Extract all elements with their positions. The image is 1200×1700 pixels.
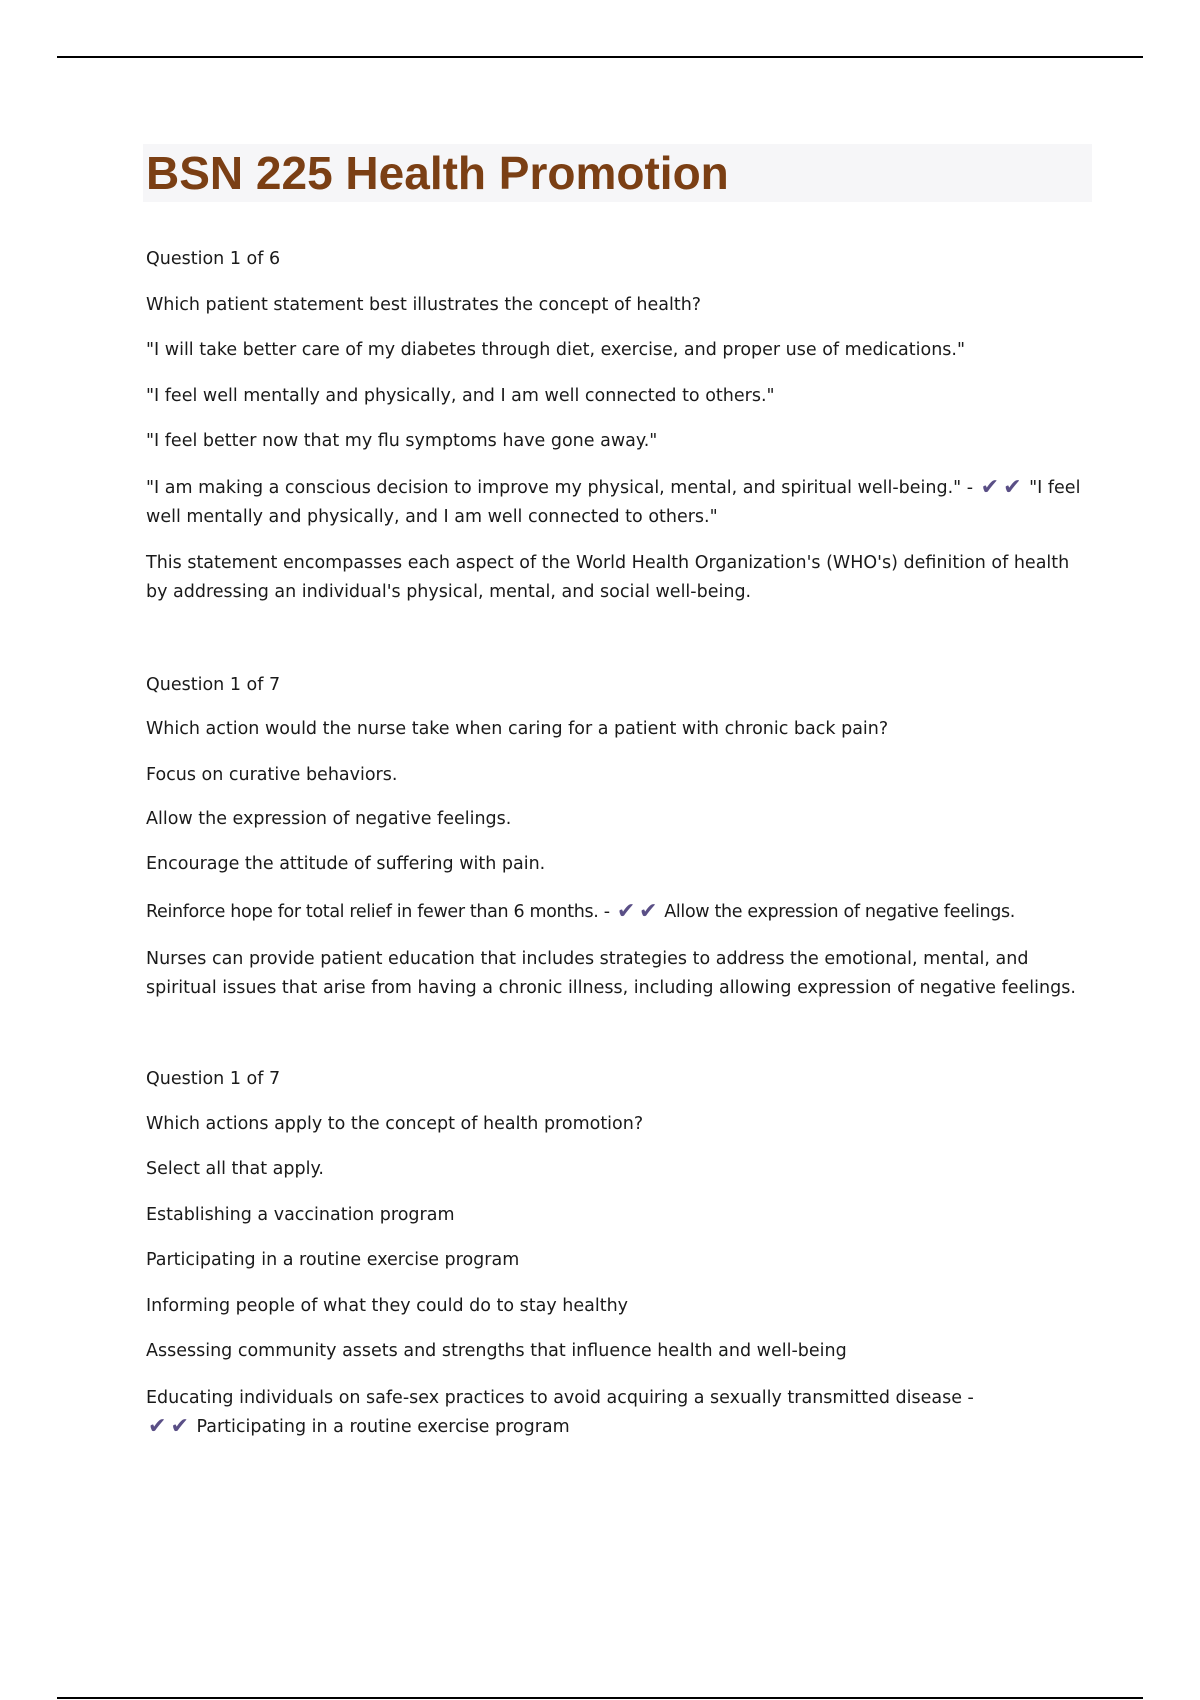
rationale: This statement encompasses each aspect of the World Health Organization's (WHO's) definition of health by addressing an individual's physical, mental, and social well-being.	[146, 553, 1070, 602]
answer-option: Allow the expression of negative feelings.	[146, 809, 512, 829]
answer-option: Reinforce hope for total relief in fewer than 6 months. -	[146, 902, 610, 922]
answer-option: Educating individuals on safe-sex practices to avoid acquiring a sexually transmitted disease -	[146, 1388, 974, 1408]
question-prompt: Which action would the nurse take when caring for a patient with chronic back pain?	[146, 719, 889, 739]
answer-option: "I am making a conscious decision to improve my physical, mental, and spiritual well-being." -	[146, 478, 974, 498]
question-prompt: Which actions apply to the concept of health promotion?	[146, 1114, 644, 1134]
check-icon: ✔	[616, 899, 635, 924]
question-header: Question 1 of 7	[146, 1069, 281, 1089]
answer-option: "I feel well mentally and physically, and I am well connected to others."	[146, 386, 775, 406]
top-rule	[57, 56, 1143, 58]
check-icon: ✔	[980, 475, 1000, 500]
question-prompt: Which patient statement best illustrates the concept of health?	[146, 295, 702, 315]
answer-option-with-key	[146, 474, 1086, 532]
check-icon: ✔	[148, 1414, 167, 1439]
question-header: Question 1 of 6	[146, 249, 281, 269]
answer-option-with-key	[146, 1384, 1086, 1442]
check-icon: ✔	[1003, 475, 1022, 500]
bottom-rule	[57, 1697, 1143, 1699]
document-title: BSN 225 Health Promotion	[146, 147, 729, 199]
rationale: Nurses can provide patient education that includes strategies to address the emotional, mental, and spiritual issues that arise from having a chronic illness, including allowing expression of negative feelings.	[146, 949, 1076, 998]
select-instruction: Select all that apply.	[146, 1159, 324, 1179]
answer-option: Participating in a routine exercise program	[146, 1250, 520, 1270]
answer-option: Focus on curative behaviors.	[146, 765, 398, 785]
check-icon: ✔	[170, 1414, 189, 1439]
correct-answer: Participating in a routine exercise program	[196, 1417, 570, 1437]
check-icon: ✔	[638, 899, 658, 924]
answer-option: Assessing community assets and strengths that influence health and well-being	[146, 1341, 847, 1361]
answer-option: Establishing a vaccination program	[146, 1205, 455, 1225]
answer-option: Informing people of what they could do to stay healthy	[146, 1296, 629, 1316]
answer-option: "I feel better now that my flu symptoms have gone away."	[146, 431, 658, 451]
answer-option-with-key	[146, 898, 1086, 927]
correct-answer: "I feel well mentally and physically, and I am well connected to others."	[146, 478, 1081, 527]
correct-answer: Allow the expression of negative feelings.	[664, 902, 1015, 922]
answer-option: "I will take better care of my diabetes through diet, exercise, and proper use of medications."	[146, 340, 966, 360]
answer-option: Encourage the attitude of suffering with pain.	[146, 854, 546, 874]
question-header: Question 1 of 7	[146, 675, 281, 695]
